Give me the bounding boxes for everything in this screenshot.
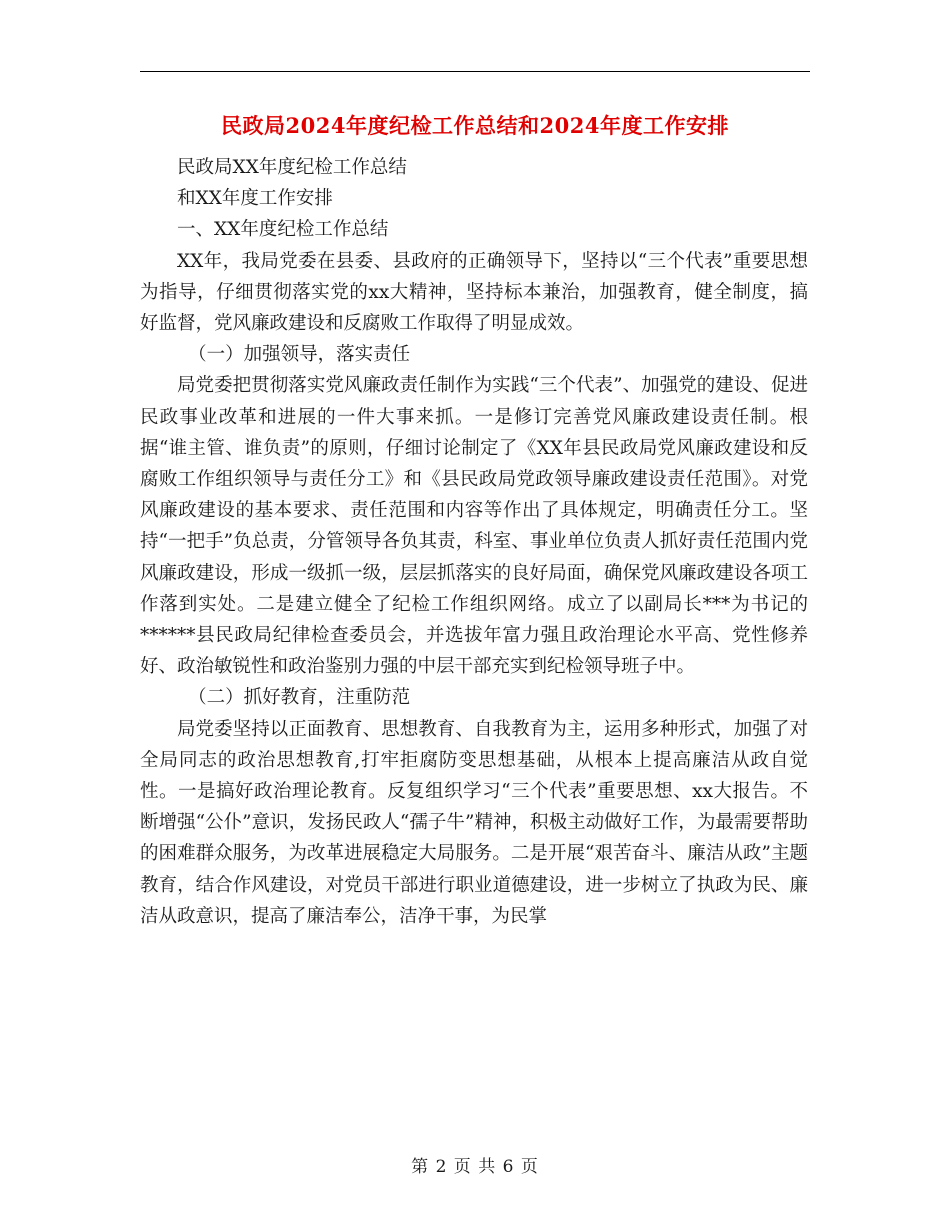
document-body	[140, 152, 808, 932]
section-heading-1: 一、XX年度纪检工作总结	[177, 219, 389, 241]
paragraph-subtitle-2: 和XX年度工作安排	[177, 188, 333, 210]
subsection-heading-1: （一）加强领导，落实责任	[188, 344, 411, 366]
paragraph-education: 局党委坚持以正面教育、思想教育、自我教育为主，运用多种形式，加强了对全局同志的政治思想教育,打牢拒腐防变思想基础，从根本上提高廉洁从政自觉性。一是搞好政治理论教育。反复组织学习“三个代表”重要思想、xx大报告。不断增强“公仆”意识，发扬民政人“孺子牛”精神，积极主动做好工作，为最需要帮助的困难群众服务，为改革进展稳定大局服务。二是开展“艰苦奋斗、廉洁从政”主题教育，结合作风建设，对党员干部进行职业道德建设，进一步树立了执政为民、廉洁从政意识，提高了廉洁奉公，洁净干事，为民掌	[140, 718, 808, 927]
page-number-footer: 第 2 页 共 6 页	[411, 1157, 539, 1177]
paragraph-leadership: 局党委把贯彻落实党风廉政责任制作为实践“三个代表”、加强党的建设、促进民政事业改革和进展的一件大事来抓。一是修订完善党风廉政建设责任制。根据“谁主管、谁负责”的原则，仔细讨论制定了《XX年县民政局党风廉政建设和反腐败工作组织领导与责任分工》和《县民政局党政领导廉政建设责任范围》。对党风廉政建设的基本要求、责任范围和内容等作出了具体规定，明确责任分工。坚持“一把手”负总责，分管领导各负其责，科室、事业单位负责人抓好责任范围内党风廉政建设，形成一级抓一级，层层抓落实的良好局面，确保党风廉政建设各项工作落到实处。二是建立健全了纪检工作组织网络。成立了以副局长***为书记的******县民政局纪律检查委员会，并选拔年富力强且政治理论水平高、党性修养好、政治敏锐性和政治鉴别力强的中层干部充实到纪检领导班子中。	[140, 375, 808, 678]
header-rule	[140, 71, 810, 72]
subsection-heading-2: （二）抓好教育，注重防范	[188, 687, 411, 709]
paragraph-intro: XX年，我局党委在县委、县政府的正确领导下，坚持以“三个代表”重要思想为指导，仔细贯彻落实党的xx大精神，坚持标本兼治，加强教育，健全制度，搞好监督，党风廉政建设和反腐败工作取得了明显成效。	[140, 250, 808, 335]
document-title: 民政局2024年度纪检工作总结和2024年度工作安排	[221, 113, 729, 138]
paragraph-subtitle-1: 民政局XX年度纪检工作总结	[177, 157, 407, 178]
